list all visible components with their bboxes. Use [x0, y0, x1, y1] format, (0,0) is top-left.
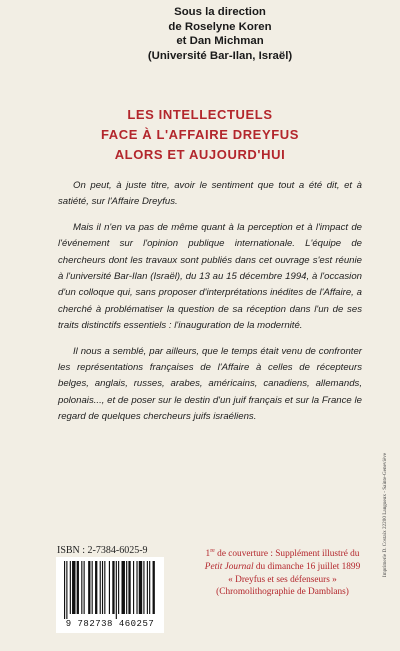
barcode-bar	[92, 561, 93, 614]
barcode-bar	[100, 561, 101, 614]
barcode-bar	[104, 561, 105, 614]
title-line: FACE À L'AFFAIRE DREYFUS	[100, 127, 300, 142]
editors-line: Sous la direction	[174, 6, 266, 18]
title-line: LES INTELLECTUELS	[127, 107, 273, 122]
barcode-bar	[143, 561, 144, 614]
barcode-bar	[77, 561, 79, 614]
credit-line: (Chromolithographie de Damblans)	[216, 587, 349, 598]
blurb-paragraph: On peut, à juste titre, avoir le sentiment que tout a été dit, et à satiété, sur l'Affaire Dreyfus.	[58, 180, 362, 208]
barcode-bar	[88, 561, 90, 614]
editors-affiliation: (Université Bar-Ilan, Israël)	[147, 49, 293, 62]
barcode	[56, 557, 164, 633]
editors-line: de Roselyne Koren	[168, 20, 272, 33]
barcode-number: 9 782738 460257	[65, 619, 155, 629]
barcode-bar	[81, 561, 82, 614]
barcode-bar	[84, 561, 85, 614]
blurb-paragraph: Mais il n'en va pas de même quant à la perception et à l'impact de l'événement sur l'opinion publique internationale. L'équipe de chercheurs dont les travaux sont publiés dans cet ouvrage s'est réunie à l'université Bar-Ilan (Israël), du 13 au 15 décembre 1994, à l'occasion d'un colloque qui, sans proposer d'interprétations inédites de l'Affaire, a cherché à problématiser la question de sa réception dans l'un de ses traits distinctifs essentiels : l'inauguration de la modernité.	[58, 221, 362, 332]
barcode-bar	[64, 561, 65, 619]
barcode-bar	[126, 561, 127, 614]
credit-line: du dimanche 16 juillet 1899	[253, 561, 361, 572]
barcode-bar	[66, 561, 67, 619]
barcode-bar	[109, 561, 110, 614]
editors-block	[120, 5, 320, 63]
isbn: ISBN : 2-7384-6025-9	[57, 545, 148, 556]
cover-illustration-credit	[185, 545, 380, 599]
book-title	[60, 105, 340, 165]
barcode-bar	[102, 561, 103, 614]
credit-line: de couverture : Supplément illustré du	[214, 549, 360, 560]
blurb-paragraph: Il nous a semblé, par ailleurs, que le temps était venu de confronter les représentations françaises de l'Affaire à celles de récepteurs belges, anglais, russes, arabes, américains, canadiens, allemands, polonais..., et de poser sur le destin d'un juif français et sur la France le regard de quelques chercheurs juifs israéliens.	[58, 345, 362, 423]
barcode-bar	[118, 561, 119, 614]
credit-ordinal-suffix: re	[210, 548, 215, 554]
barcode-bar	[116, 561, 117, 619]
title-line: ALORS ET AUJOURD'HUI	[114, 147, 286, 162]
blurb	[58, 178, 362, 435]
barcode-bar	[133, 561, 134, 614]
barcode-bar	[72, 561, 75, 614]
printer-credit-text: Imprimerie D. Costaix 22200 Langueux - Sainte-Geneviève	[382, 452, 388, 578]
editors-line: et Dan Michman	[176, 35, 264, 48]
credit-journal-title: Petit Journal	[204, 561, 254, 572]
barcode-bar	[147, 561, 148, 614]
barcode-bar	[122, 561, 125, 614]
barcode-bar	[149, 561, 150, 614]
barcode-bar	[112, 561, 114, 614]
barcode-bar	[136, 561, 137, 614]
credit-line: « Dreyfus et ses défenseurs »	[228, 574, 337, 585]
printer-credit	[381, 420, 389, 610]
barcode-bar	[95, 561, 97, 614]
barcode-bar	[70, 561, 71, 614]
barcode-bar	[153, 561, 155, 614]
barcode-bars	[64, 561, 156, 619]
credit-ordinal: 1	[205, 549, 211, 560]
barcode-bar	[128, 561, 130, 614]
barcode-bar	[139, 561, 142, 614]
